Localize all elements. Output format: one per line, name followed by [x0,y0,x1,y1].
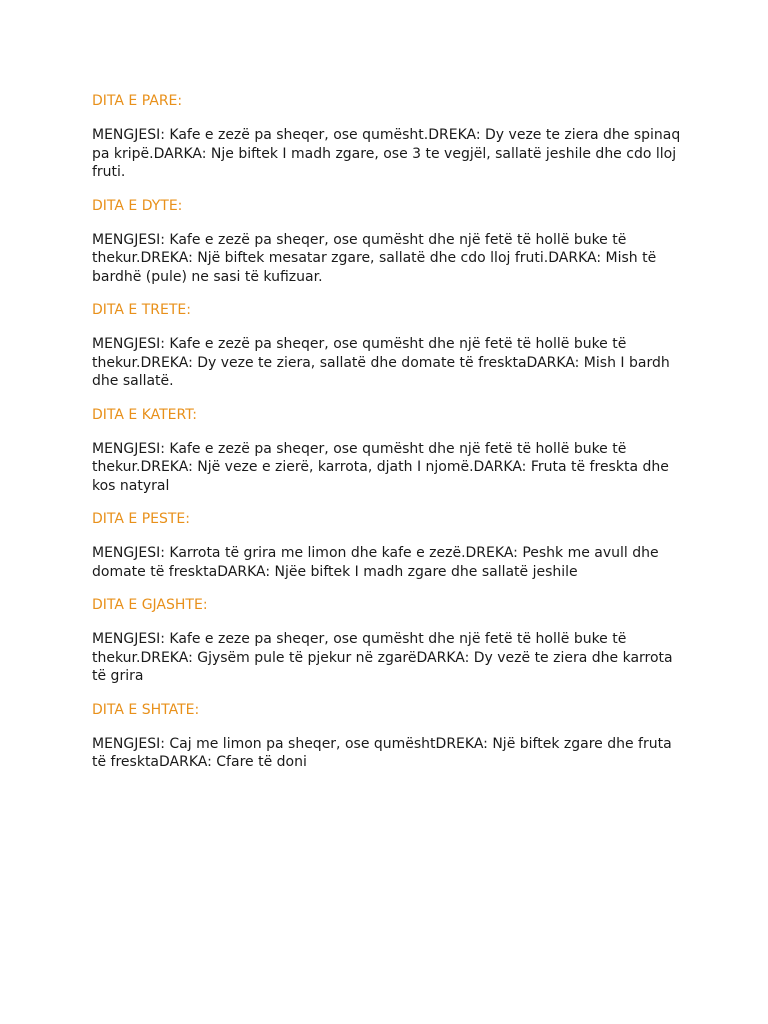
day-section-2 [92,197,682,287]
day-heading: DITA E GJASHTE: [92,597,208,613]
day-heading: DITA E PARE: [92,93,183,109]
day-meal-text: MENGJESI: Kafe e zezë pa sheqer, ose qumësht dhe një fetë të hollë buke të thekur.DREKA: Një veze e zierë, karrota, djath I njomë.DARKA: Fruta të freskta dhe kos natyral [92,440,669,494]
day-meal-text: MENGJESI: Karrota të grira me limon dhe kafe e zezë.DREKA: Peshk me avull dhe domate të fresktaDARKA: Njëe biftek I madh zgare dhe sallatë jeshile [92,545,659,580]
day-section-4 [92,406,682,496]
day-heading: DITA E DYTE: [92,197,183,214]
day-meal-text: MENGJESI: Kafe e zezë pa sheqer, ose qumësht dhe një fetë të hollë buke të thekur.DREKA: Dy veze te ziera, sallatë dhe domate të fresktaDARKA: Mish I bardh dhe sallatë. [92,336,670,389]
day-section-5 [92,510,682,581]
day-section-7 [92,701,682,772]
day-section-1 [92,92,682,182]
day-meal-text: MENGJESI: Caj me limon pa sheqer, ose qumështDREKA: Një biftek zgare dhe fruta të fresktaDARKA: Cfare të doni [92,735,672,770]
day-heading: DITA E KATERT: [92,406,197,423]
day-heading: DITA E PESTE: [92,511,190,527]
day-section-6 [92,596,682,686]
day-meal-text: MENGJESI: Kafe e zeze pa sheqer, ose qumësht dhe një fetë të hollë buke të thekur.DREKA: Gjysëm pule të pjekur në zgarëDARKA: Dy vezë te ziera dhe karrota të grira [92,631,673,684]
day-heading: DITA E SHTATE: [92,701,200,718]
day-meal-text: MENGJESI: Kafe e zezë pa sheqer, ose qumësht.DREKA: Dy veze te ziera dhe spinaq pa kripë.DARKA: Nje biftek I madh zgare, ose 3 te vegjël, sallatë jeshile dhe cdo lloj fruti. [92,127,681,180]
day-heading: DITA E TRETE: [92,302,191,318]
day-section-3 [92,301,682,391]
day-meal-text: MENGJESI: Kafe e zezë pa sheqer, ose qumësht dhe një fetë të hollë buke të thekur.DREKA: Një biftek mesatar zgare, sallatë dhe cdo lloj fruti.DARKA: Mish të bardhë (pule) ne sasi të kufizuar. [92,231,657,285]
document-page [92,92,682,787]
